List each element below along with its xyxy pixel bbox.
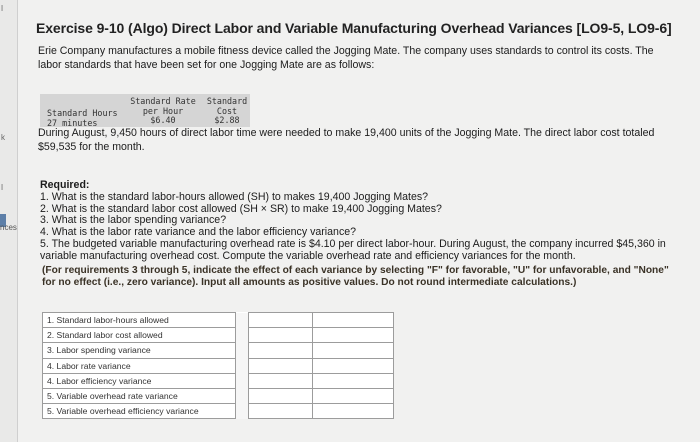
standard-cost-subheader: Cost (216, 105, 238, 116)
amount-input[interactable] (249, 328, 313, 343)
answer-label: 5. Variable overhead rate variance (43, 388, 236, 403)
sidebar-cut-label[interactable]: nces (0, 223, 17, 232)
amount-input[interactable] (249, 373, 313, 388)
answer-row (43, 388, 394, 403)
required-item: 5. The budgeted variable manufacturing overhead rate is $4.10 per direct labor-hour. During August, the company incurred $45,360 in variable manufacturing overhead cost. Compute the variable overhead rate and efficiency variances for the month. (40, 237, 666, 262)
intro-text: Erie Company manufactures a mobile fitness device called the Jogging Mate. The company uses standards to control its costs. The labor standards that have been set for one Jogging Mate are as follows: (38, 45, 654, 71)
standard-rate-subheader: per Hour (142, 105, 184, 116)
standard-cost-column (204, 97, 250, 126)
edge-mark: k (1, 133, 5, 142)
standard-cost-header: Standard (206, 96, 248, 106)
amount-input[interactable] (249, 343, 313, 358)
answer-label: 4. Labor rate variance (43, 358, 236, 373)
amount-input[interactable] (249, 388, 313, 403)
standard-rate-value: $6.40 (150, 115, 176, 125)
answer-label: 4. Labor efficiency variance (43, 373, 236, 388)
effect-select[interactable] (313, 328, 394, 343)
edge-mark: ǀ (1, 4, 4, 13)
standard-hours-header: Standard Hours (47, 108, 118, 118)
amount-input[interactable] (249, 358, 313, 373)
required-list (40, 192, 688, 262)
standard-rate-column (126, 97, 200, 126)
instructions-text: (For requirements 3 through 5, indicate the effect of each variance by selecting "F" for favorable, "U" for unfavorable, and "None" for no effect (i.e., zero variance). Input all amounts as positive values. Do not round intermediate calculations.) (42, 265, 669, 288)
edge-mark: ǀ (1, 183, 4, 192)
standard-cost-value: $2.88 (214, 115, 240, 125)
answer-label: 5. Variable overhead efficiency variance (43, 404, 236, 419)
left-panel-edge (0, 0, 18, 442)
labor-standards-table (40, 94, 250, 127)
standard-rate-header: Standard Rate (130, 96, 196, 106)
august-data-text: During August, 9,450 hours of direct labor time were needed to make 19,400 units of the Jogging Mate. The direct labor cost totaled $59,535 for the month. (38, 127, 655, 153)
answer-table (42, 312, 394, 419)
amount-input[interactable] (249, 404, 313, 419)
required-heading: Required: (40, 179, 90, 191)
effect-select[interactable] (313, 373, 394, 388)
effect-select[interactable] (313, 343, 394, 358)
answer-row (43, 328, 394, 343)
amount-input[interactable] (249, 313, 313, 328)
standard-hours-value: 27 minutes (47, 117, 98, 128)
effect-select[interactable] (313, 404, 394, 419)
answer-row (43, 358, 394, 373)
required-item: 3. What is the labor spending variance? (40, 214, 227, 227)
answer-label: 3. Labor spending variance (43, 343, 236, 358)
answer-row (43, 343, 394, 358)
answer-label: 1. Standard labor-hours allowed (43, 313, 236, 328)
exercise-title: Exercise 9-10 (Algo) Direct Labor and Variable Manufacturing Overhead Variances [LO9-5, LO9-6] (36, 20, 672, 36)
standard-hours-column (47, 109, 118, 128)
effect-select[interactable] (313, 358, 394, 373)
effect-select[interactable] (313, 313, 394, 328)
answer-row (43, 373, 394, 388)
required-item: 1. What is the standard labor-hours allowed (SH) to makes 19,400 Jogging Mates? (40, 191, 429, 203)
answer-label: 2. Standard labor cost allowed (43, 328, 236, 343)
answer-row (43, 404, 394, 419)
required-item: 4. What is the labor rate variance and the labor efficiency variance? (40, 226, 357, 239)
effect-select[interactable] (313, 388, 394, 403)
answer-row (43, 313, 394, 328)
required-item: 2. What is the standard labor cost allowed (SH × SR) to make 19,400 Jogging Mates? (40, 202, 442, 215)
